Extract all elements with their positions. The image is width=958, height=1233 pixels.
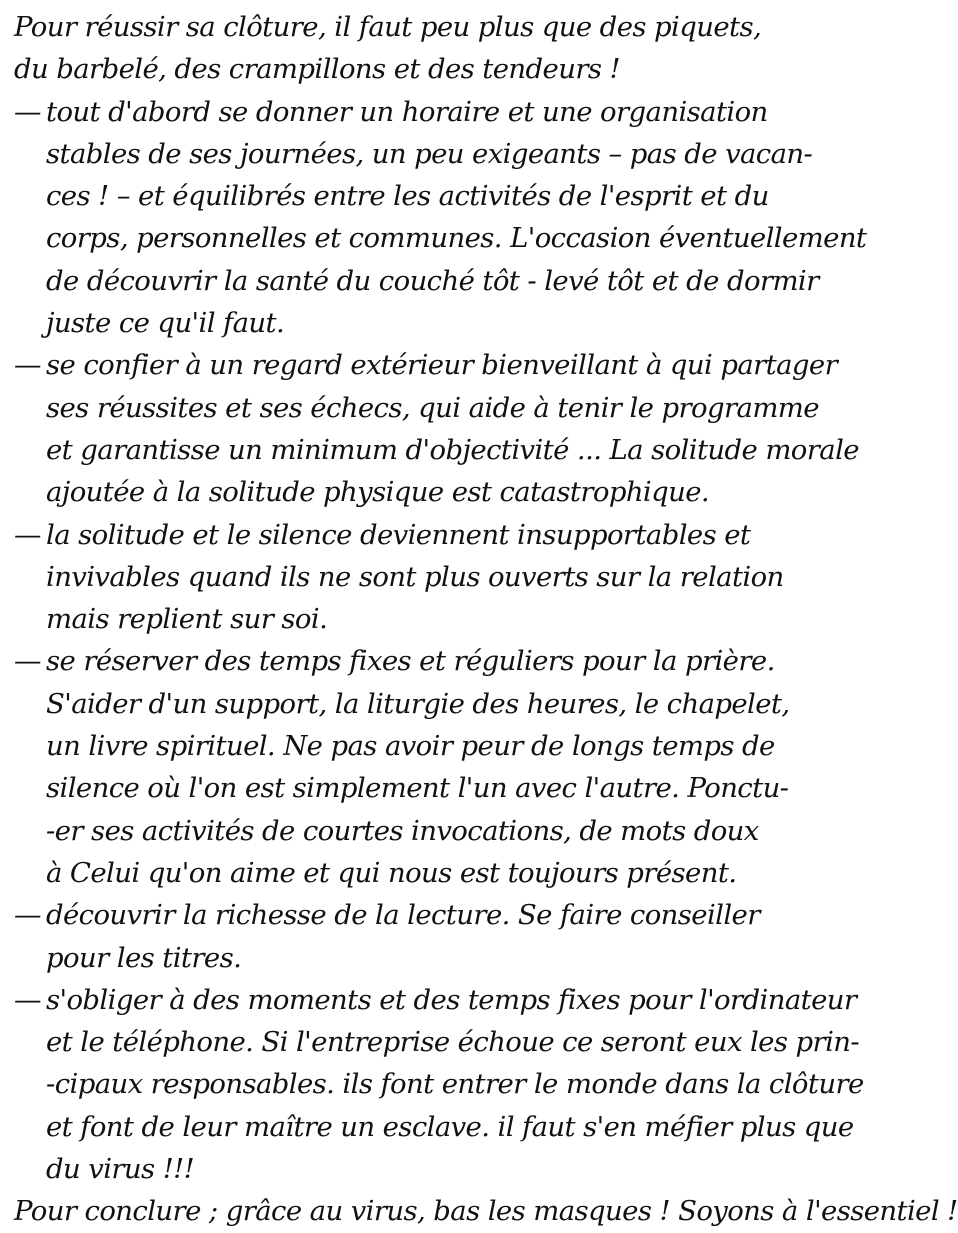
text-line: Pour réussir sa clôture, il faut peu plus que des piquets, bbox=[14, 11, 762, 43]
bullet-item bbox=[14, 344, 859, 513]
text-line: corps, personnelles et communes. L'occasion éventuellement bbox=[46, 222, 867, 255]
text-span: tout d'abord se donner un horaire et une organisation bbox=[46, 95, 768, 128]
dash-marker: — bbox=[14, 518, 41, 551]
text-span: découvrir la richesse de la lecture. Se faire conseiller bbox=[46, 899, 760, 932]
text-line: et le téléphone. Si l'entreprise échoue ce seront eux les prin- bbox=[46, 1026, 860, 1059]
text-line bbox=[14, 91, 768, 133]
text-line: invivables quand ils ne sont plus ouverts sur la relation bbox=[46, 560, 784, 593]
text-line: -cipaux responsables. ils font entrer le monde dans la clôture bbox=[46, 1068, 864, 1101]
dash-marker: — bbox=[14, 645, 41, 678]
bullet-item bbox=[14, 514, 784, 641]
text-line: -er ses activités de courtes invocations, de mots doux bbox=[46, 814, 759, 847]
dash-marker: — bbox=[14, 899, 41, 932]
text-line: ces ! – et équilibrés entre les activités de l'esprit et du bbox=[46, 180, 769, 213]
text-line: de découvrir la santé du couché tôt - levé tôt et de dormir bbox=[46, 264, 819, 297]
text-line bbox=[14, 640, 775, 682]
text-line: un livre spirituel. Ne pas avoir peur de longs temps de bbox=[46, 730, 775, 763]
text-line: pour les titres. bbox=[46, 941, 242, 974]
text-line: ajoutée à la solitude physique est catastrophique. bbox=[46, 476, 710, 509]
text-line: et garantisse un minimum d'objectivité ... La solitude morale bbox=[46, 433, 859, 466]
text-line: ses réussites et ses échecs, qui aide à tenir le programme bbox=[46, 391, 819, 424]
text-span: se confier à un regard extérieur bienveillant à qui partager bbox=[46, 349, 838, 382]
text-line bbox=[14, 979, 857, 1021]
text-line bbox=[14, 514, 768, 556]
dash-marker: — bbox=[14, 95, 41, 128]
text-span: s'obliger à des moments et des temps fixes pour l'ordinateur bbox=[46, 983, 857, 1016]
dash-marker: — bbox=[14, 349, 41, 382]
text-span: la solitude et le silence deviennent insupportables et bbox=[46, 518, 751, 551]
conclusion-line: Pour conclure ; grâce au virus, bas les masques ! Soyons à l'essentiel ! bbox=[14, 1195, 958, 1228]
text-line bbox=[14, 894, 768, 936]
text-line: stables de ses journées, un peu exigeants – pas de vacan- bbox=[46, 137, 813, 170]
text-line: mais replient sur soi. bbox=[46, 603, 328, 636]
text-line: silence où l'on est simplement l'un avec l'autre. Ponctu- bbox=[46, 772, 789, 805]
text-line: du barbelé, des crampillons et des tendeurs ! bbox=[14, 53, 620, 86]
text-span: se réserver des temps fixes et réguliers pour la prière. bbox=[46, 645, 775, 678]
text-line: du virus !!! bbox=[46, 1153, 195, 1186]
text-line: et font de leur maître un esclave. il faut s'en méfier plus que bbox=[46, 1110, 854, 1143]
dash-marker: — bbox=[14, 983, 41, 1016]
bullet-item bbox=[14, 91, 867, 345]
text-line: S'aider d'un support, la liturgie des heures, le chapelet, bbox=[46, 687, 790, 720]
bullet-item bbox=[14, 640, 790, 894]
text-line: à Celui qu'on aime et qui nous est toujours présent. bbox=[46, 856, 737, 889]
text-line bbox=[14, 344, 838, 386]
bullet-item bbox=[14, 894, 768, 979]
intro-paragraph bbox=[14, 6, 768, 91]
bullet-item bbox=[14, 979, 864, 1190]
text-line: juste ce qu'il faut. bbox=[46, 307, 285, 340]
